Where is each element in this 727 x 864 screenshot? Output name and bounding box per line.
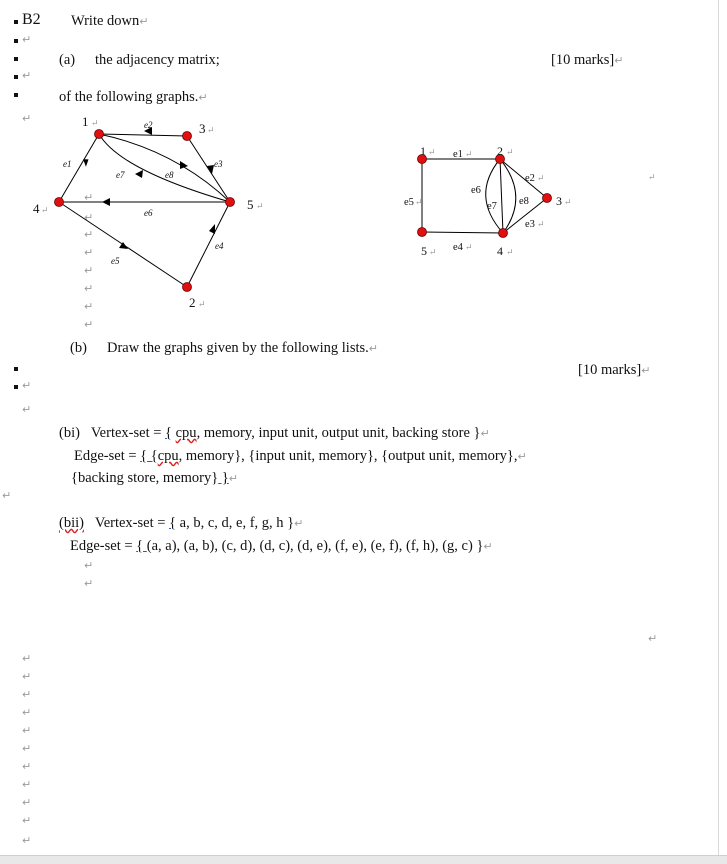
part-a-marks: [10 marks]↵ (551, 52, 624, 68)
graph1-vertex-3 (183, 132, 192, 141)
list-bi-edge-line-2: {backing store, memory} }↵ (71, 470, 239, 486)
question-number: B2 (22, 11, 41, 28)
paragraph-mark: ↵ (84, 264, 94, 277)
paragraph-mark: ↵ (84, 300, 94, 313)
graph1-vertex-label-1: 1 (82, 114, 89, 129)
graph2-edge-label-e8: e8 (519, 196, 529, 207)
arrow-head (180, 161, 188, 169)
graph1-edge-label-e7: e7 (116, 170, 125, 180)
return-mark: ↵ (198, 299, 206, 309)
graph2-vertex-4 (499, 229, 508, 238)
list-bi-vertex-line: (bi) Vertex-set = { cpu, memory, input unit, output unit, backing store }↵ (59, 425, 490, 441)
paragraph-mark: ↵ (22, 814, 32, 827)
paragraph-mark: ↵ (84, 282, 94, 295)
return-mark: ↵ (648, 172, 656, 182)
paragraph-mark: ↵ (22, 379, 32, 392)
graph1-edge-label-e1: e1 (63, 159, 72, 169)
return-mark: ↵ (428, 147, 436, 157)
paragraph-mark: ↵ (22, 670, 32, 683)
of-graphs-text: of the following graphs.↵ (59, 89, 208, 105)
page-edge (718, 0, 719, 855)
graph1-edge-e3 (187, 136, 230, 202)
return-mark: ↵ (91, 118, 99, 128)
graph2-edge-label-e1: e1 (453, 149, 463, 160)
list-bii-vertex-line: (bii) Vertex-set = { a, b, c, d, e, f, g, h }↵ (59, 515, 304, 531)
graph2-edge-label-e7: e7 (487, 201, 497, 212)
return-mark: ↵ (564, 197, 572, 207)
return-mark: ↵ (415, 197, 423, 207)
graph1-edge-label-e6: e6 (144, 208, 153, 218)
return-mark: ↵ (537, 219, 545, 229)
question-intro: Write down↵ (71, 13, 149, 29)
graph2-vertex-3 (543, 194, 552, 203)
graph1-vertex-5 (226, 198, 235, 207)
paragraph-mark: ↵ (22, 742, 32, 755)
paragraph-mark: ↵ (22, 652, 32, 665)
graph1-edge-label-e8: e8 (165, 170, 174, 180)
return-mark: ↵ (429, 247, 437, 257)
paragraph-mark: ↵ (84, 228, 94, 241)
graph1-edge-label-e5: e5 (111, 256, 120, 266)
paragraph-mark: ↵ (84, 318, 94, 331)
graph1-edge-label-e4: e4 (215, 241, 224, 251)
graph1-vertex-2 (183, 283, 192, 292)
paragraph-mark: ↵ (22, 403, 32, 416)
graph1-vertex-label-4: 4 (33, 201, 40, 216)
paragraph-mark: ↵ (22, 760, 32, 773)
return-mark: ↵ (537, 173, 545, 183)
graph1-edge-e2 (99, 134, 187, 136)
graph1-vertex-label-5: 5 (247, 197, 254, 212)
return-mark: ↵ (207, 125, 215, 135)
graph1-edge-e4 (187, 202, 230, 287)
paragraph-mark: ↵ (22, 796, 32, 809)
paragraph-bullet (14, 385, 18, 389)
part-a-label: (a) (59, 52, 76, 68)
part-b-label: (b) (70, 340, 87, 356)
paragraph-mark: ↵ (84, 246, 94, 259)
paragraph-mark: ↵ (22, 834, 32, 847)
paragraph-mark: ↵ (22, 778, 32, 791)
paragraph-mark: ↵ (22, 706, 32, 719)
arrow-head (135, 170, 143, 178)
paragraph-mark: ↵ (22, 112, 32, 125)
paragraph-mark: ↵ (22, 33, 32, 46)
graph1-vertex-label-2: 2 (189, 295, 196, 310)
return-mark: ↵ (465, 242, 473, 252)
graph2-vertex-label-4: 4 (497, 244, 503, 258)
paragraph-mark: ↵ (22, 69, 32, 82)
arrow-head (209, 224, 215, 234)
graph2-vertex-label-5: 5 (421, 244, 427, 258)
part-a-text: the adjacency matrix; (95, 52, 220, 68)
list-bii-edge-line: Edge-set = { (a, a), (a, b), (c, d), (d, c), (d, e), (f, e), (e, f), (f, h), (g, c) }↵ (70, 538, 493, 554)
graph1-vertex-1 (95, 130, 104, 139)
graph2-edge-label-e6: e6 (471, 185, 481, 196)
return-mark: ↵ (465, 149, 473, 159)
graph1-edge-label-e3: e3 (214, 159, 223, 169)
return-mark: ↵ (506, 247, 514, 257)
paragraph-mark: ↵ (84, 559, 94, 572)
graph1-edge-label-e2: e2 (144, 120, 153, 130)
graph2-vertex-label-3: 3 (556, 194, 562, 208)
paragraph-mark: ↵ (22, 688, 32, 701)
graph2-vertex-label-2: 2 (497, 144, 503, 158)
arrow-head (102, 198, 110, 206)
paragraph-mark: ↵ (22, 724, 32, 737)
paragraph-mark: ↵ (84, 191, 94, 204)
graph2-edge-e7 (500, 159, 503, 233)
return-mark: ↵ (506, 147, 514, 157)
graph1-vertex-4 (55, 198, 64, 207)
graph2-edge-label-e5: e5 (404, 197, 414, 208)
paragraph-mark: ↵ (2, 489, 12, 502)
paragraph-bullet (14, 367, 18, 371)
graph2-vertex-label-1: 1 (420, 144, 426, 158)
part-b-text: Draw the graphs given by the following lists.↵ (107, 340, 378, 356)
list-bi-edge-line: Edge-set = { {cpu, memory}, {input unit, memory}, {output unit, memory},↵ (74, 448, 527, 464)
graph2-edge-label-e3: e3 (525, 219, 535, 230)
paragraph-mark: ↵ (648, 632, 658, 645)
graph2-edge-label-e2: e2 (525, 173, 535, 184)
graph2-edge-label-e4: e4 (453, 242, 463, 253)
return-mark: ↵ (256, 201, 264, 211)
part-b-marks: [10 marks]↵ (578, 362, 651, 378)
graph2-vertex-5 (418, 228, 427, 237)
graph2-edge-e4 (422, 232, 503, 233)
paragraph-mark: ↵ (84, 211, 94, 224)
return-mark: ↵ (41, 205, 49, 215)
paragraph-mark: ↵ (84, 577, 94, 590)
graph1-vertex-label-3: 3 (199, 121, 206, 136)
